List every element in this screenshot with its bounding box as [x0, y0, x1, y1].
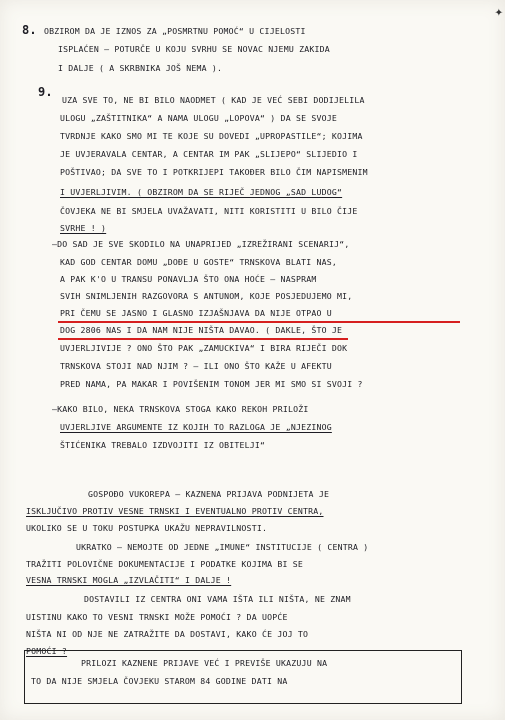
dash-paragraph-line: A PAK K'O U TRANSU PONAVLJA ŠTO ONA HOĆE – NASPRAM	[60, 274, 317, 284]
dash-paragraph-line: SVIH SNIMLJENIH RAZGOVORA S ANTUNOM, KOJE POSJEDUJEMO MI,	[60, 291, 353, 301]
section-9-line: ČOVJEKA NE BI SMJELA UVAŽAVATI, NITI KORISTITI U BILO ČIJE	[60, 206, 358, 216]
dash-paragraph-line-highlighted: PRI ČEMU SE JASNO I GLASNO IZJAŠNJAVA DA NIJE OTPAO U	[60, 308, 332, 318]
red-underline	[58, 321, 460, 323]
letter-line: TRAŽITI POLOVIČNE DOKUMENTACIJE I PODATKE KOJIMA BI SE	[26, 559, 303, 569]
boxed-note-line: PRILOZI KAZNENE PRIJAVE VEĆ I PREVIŠE UKAZUJU NA	[81, 658, 328, 668]
dash-paragraph-line: –DO SAD JE SVE SKODILO NA UNAPRIJED „IZREŽIRANI SCENARIJ“,	[52, 239, 350, 249]
letter-line: GOSPOĐO VUKOREPA – KAZNENA PRIJAVA PODNIJETA JE	[88, 489, 330, 499]
section-9-line: ULOGU „ZAŠTITNIKA“ A NAMA ULOGU „LOPOVA“ ) DA SE SVOJE	[60, 113, 337, 123]
section-9-line: JE UVJERAVALA CENTAR, A CENTAR IM PAK „SLIJEPO“ SLIJEDIO I	[60, 149, 358, 159]
section-9-line: TVRDNJE KAKO SMO MI TE KOJE SU DOVEDI „UPROPASTILE“; KOJIMA	[60, 131, 363, 141]
dash-paragraph-line: PRED NAMA, PA MAKAR I POVIŠENIM TONOM JER MI SMO SI SVOJI ?	[60, 379, 363, 389]
letter-line: UKRATKO – NEMOJTE OD JEDNE „IMUNE“ INSTITUCIJE ( CENTRA )	[76, 542, 369, 552]
letter-line: POMOĆI ?	[26, 646, 68, 656]
section-9-line: SVRHE ! )	[60, 223, 107, 233]
letter-line: NIŠTA NI OD NJE NE ZATRAŽITE DA DOSTAVI, KAKO ĆE JOJ TO	[26, 629, 309, 639]
letter-line: VESNA TRNSKI MOGLA „IZVLAČITI“ I DALJE !	[26, 575, 232, 585]
dash-paragraph-line: KAD GOD CENTAR DOMU „DOĐE U GOSTE“ TRNSKOVA BLATI NAS,	[60, 257, 337, 267]
dash-paragraph-line: UVJERLJIVE ARGUMENTE IZ KOJIH TO RAZLOGA JE „NJEZINOG	[60, 422, 332, 432]
dash-paragraph-line: –KAKO BILO, NEKA TRNSKOVA STOGA KAKO REKOH PRILOŽI	[52, 404, 309, 414]
letter-line: UKOLIKO SE U TOKU POSTUPKA UKAŽU NEPRAVILNOSTI.	[26, 523, 268, 533]
boxed-note	[24, 650, 462, 704]
section-9-line: POŠTIVAO; DA SVE TO I POTKRIJEPI TAKOĐER BILO ČIM NAPISMENIM	[60, 167, 368, 177]
section-9-line: UZA SVE TO, NE BI BILO NAODMET ( KAD JE VEĆ SEBI DODIJELILA	[62, 95, 365, 105]
corner-scribble: ✦	[494, 4, 503, 20]
dash-paragraph-line: TRNSKOVA STOJI NAD NJIM ? – ILI ONO ŠTO KAŽE U AFEKTU	[60, 361, 332, 371]
letter-line: ISKLJUČIVO PROTIV VESNE TRNSKI I EVENTUALNO PROTIV CENTRA,	[26, 506, 324, 516]
boxed-note-line: TO DA NIJE SMJELA ČOVJEKU STAROM 84 GODINE DATI NA	[31, 676, 288, 686]
dash-paragraph-line: UVJERLJIVIJE ? ONO ŠTO PAK „ZAMUCKIVA“ I BIRA RIJEČI DOK	[60, 343, 348, 353]
letter-line: DOSTAVILI IZ CENTRA ONI VAMA IŠTA ILI NIŠTA, NE ZNAM	[84, 594, 351, 604]
section-8-line: OBZIROM DA JE IZNOS ZA „POSMRTNU POMOĆ“ U CIJELOSTI	[44, 26, 306, 36]
section-9-number: 9.	[38, 85, 53, 99]
section-8-line: ISPLAĆEN – POTURČE U KOJU SVRHU SE NOVAC NJEMU ZAKIDA	[58, 44, 330, 54]
red-underline	[58, 338, 348, 340]
dash-paragraph-line: ŠTIĆENIKA TREBALO IZDVOJITI IZ OBITELJI“	[60, 440, 266, 450]
dash-paragraph-line-highlighted: DOG 2806 NAS I DA NAM NIJE NIŠTA DAVAO. ( DAKLE, ŠTO JE	[60, 325, 343, 335]
section-8-line: I DALJE ( A SKRBNIKA JOŠ NEMA ).	[58, 63, 223, 73]
section-9-line: I UVJERLJIVIM. ( OBZIROM DA SE RIJEČ JEDNOG „SAD LUDOG“	[60, 187, 343, 197]
letter-line: UISTINU KAKO TO VESNI TRNSKI MOŽE POMOĆI ? DA UOPĆE	[26, 612, 288, 622]
section-8-number: 8.	[22, 23, 37, 37]
